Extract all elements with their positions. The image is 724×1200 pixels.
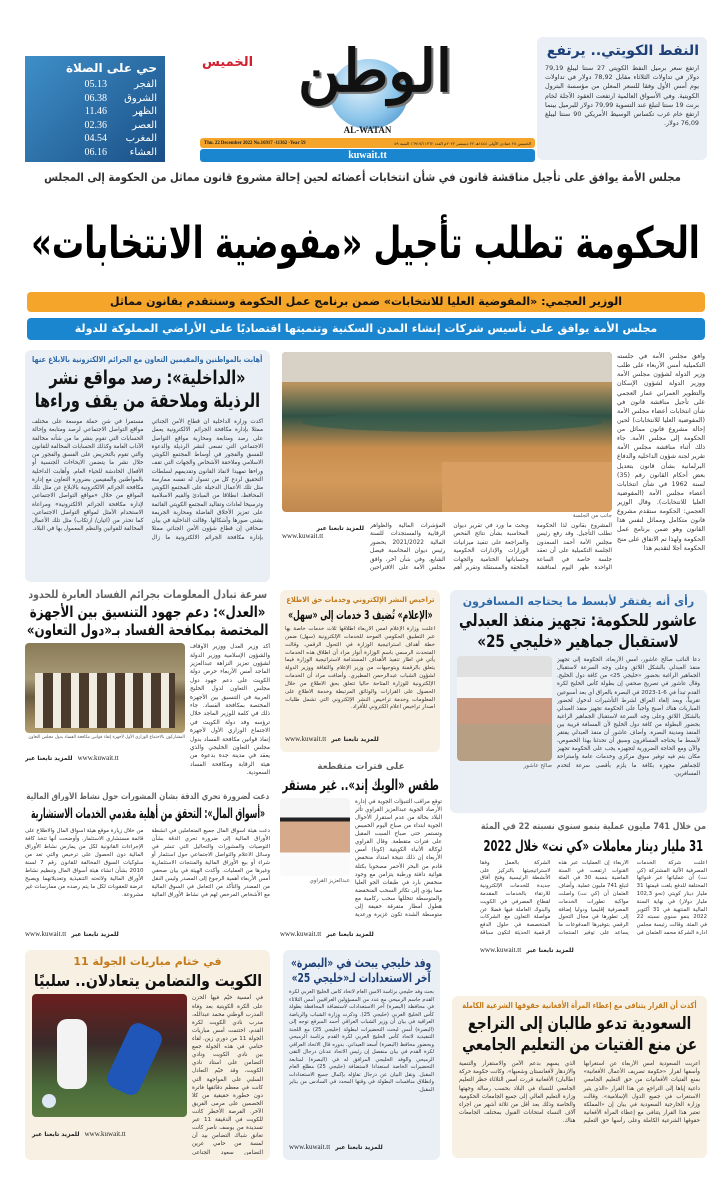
prayer-name: العصر [132, 119, 157, 131]
story-kicker: دعت لضرورة تحري الدقة بشأن المشورات حول نشاط الأوراق المالية [26, 792, 269, 802]
prayer-name: الفجر [134, 79, 157, 90]
prayer-name: الشروق [124, 92, 157, 104]
photo-caption: عبدالعزيز القراوي [309, 877, 350, 884]
prayer-list [33, 78, 157, 159]
prayer-time-row [33, 146, 157, 160]
prayer-title: حي على الصلاة [65, 61, 157, 75]
prayer-name: العشاء [129, 146, 157, 158]
more-label: للمزيد تابعنا عبر [32, 1131, 80, 1139]
story-body: أعربت السعودية أمس الأربعاء عن استغرابها وأسفها لقرار «حكومة تصريف الأعمال الأفغانية» بمنع الفتيات الأفغانيات من حق التعليم الجامعي داعية إياها إلى التراجع عن هذا القرار «الذي يثير الاستغراب في جميع الدول الإسلامية». وقالت وزارة الخارجية السعودية في بيان إن «المملكة تعتبر هذا القرار يتنافى مع إعطاء المرأة الأفغانية حقوقها الشرعية الكاملة وعلى رأسها حق التعليم الذي يسهم بدعم الأمن والاستقرار والتنمية والازدهار لأفغانستان وشعبها». وكانت حكومة حركة (طالبان) الأفغانية قررت أمس الثلاثاء حظر التعليم الجامعي للنساء في البلاد بحسب رسالة وجهتها وزارة التعليم العالي إلى جميع الجامعات الحكومية والخاصة وذلك بعد أقل من ثلاثة أشهر من اجراء آلاف النساء امتحانات القبول بمختلف الجامعات هناك. [459, 1061, 700, 1124]
lead-bottom-text: المشروع بقانون لذا الحكومة تطلب التأجيل. وقد رفع رئيس مجلس الأمة أحمد السعدون الجلسة التكميلية على أن تعقد جلسة خاصة في الساعة الواحدة ظهر اليوم لمناقشة وبحث ما ورد في تقرير ديوان المحاسبة بشأن نتائج الفحص والمراجعة على تنفيذ ميزانيات الوزارات والإدارات الحكومية وحساباتها الختامية والجهات الملحقة والمستقلة وتقرير أهم المؤشرات المالية والظواهر الرقابية والمستجدات للسنة المالية 2021/2022 بحضور رئيس ديوان المحاسبة فيصل الشايع. وفي شأن آخر، وافق مجلس الأمة على الاقتراحين [370, 523, 612, 571]
more-label: للمزيد تابعنا عبر [526, 947, 574, 955]
orange-subhead-text: الوزير العجمي: «المفوضية العليا للانتخابات» ضمن برنامج عمل الحكومة وسنتقدم بقانون مماثل [110, 295, 622, 308]
story-kicker: رأى أنه يفتقر لأبسط ما يحتاجه المسافرون [462, 595, 695, 608]
story-body: دعت هيئة أسواق المال جميع المتعاملين في أنشطة الأوراق المالية إلى ضرورة تحري الدقة بشأن التوصيات والمشورات والتحاليل التي تنشر في وسائل الاعلام والتواصل الاجتماعي حول استثمار أو شراء أو بيع الأوراق المالية والمنتجات الاستثمارية وغيرها من العمليات. وأكدت الهيئة في بيان صحفي أمس الأربعاء أهمية الرجوع إلى المصدر وليس النقل من المصدر والتأكد من التعامل في السوق المالية مع الأشخاص المرخص لهم في نشاط الأوراق المالية من خلال زيارة موقع هيئة أسواق المال والاطلاع على قائمة مستشاري الاستثمار. وأوضحت أنها تتخذ كافة الإجراءات القانونية لكل من يمارس نشاط الأوراق المالية دون الحصول على ترخيص والتي تعد من سلوكيات السوق المخالفة للقانون رقم 7 لسنة 2010 بشأن انشاء هيئة أسواق المال وتنظيم نشاط الأوراق المالية ولائحته التنفيذية وتعديلاتهما ويصبح عرضة للعقوبات لكل ما يتم رصده من ممارسات غير مشروعة. [25, 827, 270, 898]
prayer-time-row [33, 105, 157, 119]
more-label: للمزيد تابعنا عبر [71, 931, 119, 939]
story-capital-markets [25, 792, 270, 942]
abdulaziz-alqarawi-photo [280, 798, 350, 876]
story-saudi-taliban [452, 996, 707, 1158]
photo-caption: المشاركون بالاجتماع الوزاري الأول لأجهزة إنفاذ قوانين مكافحة الفساد بدول مجلس التعاون [28, 735, 186, 741]
more-link[interactable]: www.kuwait.tt [480, 946, 522, 955]
lead-headline: الحكومة تطلب تأجيل «مفوضية الانتخابات» [30, 218, 700, 269]
more-link[interactable]: www.kuwait.tt [77, 754, 119, 763]
prayer-name: الظهر [132, 106, 157, 117]
photo-caption: صالح عاشور [523, 763, 552, 770]
dateline-bar [200, 138, 535, 148]
logo-english: AL-WATAN [343, 125, 392, 135]
more-label: للمزيد تابعنا عبر [335, 1144, 383, 1152]
story-body: بحث وفد خليجي برئاسة الأمين العام لاتحاد كأس الخليج العربي لكرة القدم جاسم الرميحي مع عدد من المسؤولين العراقيين أمس الثلاثاء في محافظة (البصرة) آخر الاستعدادات لاستضافة المحافظة بطولة كأس الخليج العربي (خليجي 25). وذكرت وزارة الشباب والرياضة العراقية في بيان أن وزير الشباب العراقي أحمد المبرقع توجه إلى (البصرة) أمس لبحث التحضيرات لبطولة (خليجي 25) مع اللجنة التنفيذية لاتحاد كأس الخليج العربي لكرة القدم برئاسة الرميحي وبحضور محافظ (البصرة) أسعد العيداني. بدوره قال الاتحاد العراقي لكرة القدم في بيان منفصل إن رئيس الاتحاد عدنان درجال التقى الرميحي والوفد الخليجي المرافق له في (البصرة) لمتابعة التحضيرات الخاصة استعدادا لاستضافة (خليجي 25) مطلع العام المقبل. ونقل البيان عن درجال تفاؤله بإكمال جميع الاستعدادات وانطلاق منافسات البطولة في وقتها المحدد في السادس من يناير المقبل. [289, 989, 434, 1093]
story-headline: «الإعلام» تُضيف 3 خدمات إلى «سهل» [287, 607, 433, 622]
story-interior [25, 350, 270, 582]
story-football [25, 950, 270, 1160]
gcc-ministers-photo [25, 643, 185, 733]
blue-subhead-text: مجلس الأمة يوافق على تأسيس شركات إنشاء المدن السكنية وتنميتها اقتصاديًا على الأراضي المملوكة للدولة [74, 322, 658, 335]
story-headline: طقس «الويك إند».. غير مستقر [282, 775, 440, 794]
more-link[interactable]: www.kuwait.tt [25, 930, 67, 939]
story-kicker: على فترات متقطعة [317, 762, 405, 772]
saleh-ashour-photo [457, 656, 552, 761]
prayer-time-row [33, 132, 157, 146]
prayer-time: 04.54 [84, 133, 107, 144]
story-body: أعلنت شركة الخدمات المصرفية الآلية المشتركة (كي نت) أن عملياتها عبر قنواتها المختلفة للدفع بلغت قيمتها 31 مليار دينار كويتي (نحو 102,3 مليار دولار) في نهاية السنة المالية المنتهية في 31 أكتوبر 2022 بنمو سنوي نسبته 22 في المئة. وقالت رئيسة مجلس ادارة الشركة محمد العثمان في الأربعاء إن العمليات عبر هذه القنوات ارتفعت في السنة الماضية بنسبة 30 في المئة لتبلغ 741 مليون عملية. وأضاف العثمان أن (كي نت) واصلت مواكبة تطورات الخدمات المصرفية إقليميا ودوليا إضافة إلى تطورها في مجال التحول الرقمي بتوفيرها المدفوعات ما يساعد على توفير المنتجات الشركة بالعمل وفقا لاستراتيجيتها بالتركيز على الأنشطة الرئيسية وفتح آفاق جديدة للخدمات الإلكترونية للارتقاء بالخدمات المقدمة لقطاع المصرفي في الكويت والبنوك العاملة فيها فضلا عن مواصلة التعاون مع الشركات المتخصصة في حلول الدفع الرقمية الحديثة لتكون سباقة [480, 859, 707, 936]
oil-title: النفط الكويتي.. يرتفع [546, 43, 699, 59]
story-headline: «الداخلية»: رصد مواقع نشر الرذيلة وملاحقة من يقف وراءها [34, 367, 261, 413]
masthead [200, 37, 535, 137]
website-bar[interactable]: kuwait.tt [200, 149, 535, 162]
story-justice [25, 588, 270, 784]
story-body: في أمسية خيّم فيها الحزن على الكرة الكويتية بعد وفاة المدرب الوطني محمد عبدالله، مدرب نادي الكويت لكرة القدم، اختتمت أمس مباريات الجولة 11 من دوري زين. لقاء ختامي في هذه الجولة جمع بين نادي الكويت ونادي التضامن على استاد نادي الكويت، وقد خيّم التعادل السلبي على المواجهة التي كانت في معظم دقائقها فاترة دون خطورة حقيقية من كلا الخصمين على مرمى الفريق الآخر. الفرصة الأخطر كانت للكويت في الدقيقة 11 عبر تسديدة من يوسف ناصر كانت تعانق شباك التضامن بيد أن لمسة من حامي عرين التضامن سعود الجناعي [192, 995, 263, 1155]
more-link[interactable]: www.kuwait.tt [289, 1143, 331, 1152]
dateline-ar: الخميس ٢٨ جمادى الأولى ١٤٤٤هـ ٢٢ ديسمبر ٢٠٢٢م العدد ١٦٩١٧/١١٣٦٢ السنة ٥٩ [394, 140, 531, 146]
story-kicker: في ختام مباريات الجولة 11 [73, 955, 222, 968]
football-match-photo [32, 994, 187, 1117]
oil-body: ارتفع سعر برميل النفط الكويتي 27 سنتا ليبلغ 79,19 دولار في تداولات الثلاثاء مقابل 78,92 دولار في تداولات يوم أمس الأول وفقا للسعر المعلن من مؤسسة البترول الكويتية. وفي الأسواق العالمية ارتفعت العقود الآجلة لخام برنت 19 سنتا لتبلغ عند التسوية 79,99 دولار للبرميل بينما ارتفع خام غرب تكساس الوسيط الأمريكي 90 سنتا ليبلغ 76,09 دولار. [545, 63, 699, 128]
story-body: أكدت وزارة الداخلية أن قطاع الأمن الجنائي ممثلا بإدارة مكافحة الجرائم الالكترونية يعمل على رصد ومتابعة ومحاربة مواقع التواصل الاجتماعي التي تسعى لنشر الرذيلة والدعوة للفسق والفجور في أوساط المجتمع الكويتي الاسلامي وملاحقة الأشخاص والجهات التي تقف وراءها تمهيدا لانفاذ القانون وتقديمهم لسلطات التحقيق لردع كل من تسول له نفسه ممارسة مثل تلك الأعمال الدخيلة على المجتمع الكويتي المحافظ، انطلاقا من المبادئ والقيم الاسلامية وترسيخا لعادات وتقاليد المجتمع الكويتي القائمة على تعزيز الأخلاق الفاضلة ومحاربة الجريمة بشتى صورها وأشكالها. وقالت الداخلية في بيان صحافي إن قطاع شؤون الأمن الجنائي ممثلا بإدارة مكافحة الجرائم الالكترونية ما زال مستمرا في شن حملة موسعة على مختلف مواقع التواصل الاجتماعي لرصد ومتابعة وإحالة الحسابات التي تقوم بنشر ما من شأنه مخالفة الآداب العامة وكذلك الحسابات المخالفة للقانون والتي تقوم بالتحريض على الفسق والفجور من خلال نشر ما يتضمن الايحاءات الجنسية أو الأفعال الخادشة للحياء العام. وأهابت الداخلية بالمواطنين والمقيمين بضرورة التعاون مع إدارة مكافحة الجرائم الالكترونية بالابلاغ عن مثل تلك المواقع من خلال «مواقع التواصل الاجتماعي لإدارة مكافحة الجرائم الالكترونية» ومراعاة الاستخدام الأمثل لمواقع التواصل الاجتماعي، كما تحذر من (اتيان/ ارتكاب) مثل تلك الأعمال المخالفة للقوانين والنظم المعمول بها في البلاد. [32, 418, 263, 541]
day-label: الخميس [202, 55, 254, 70]
more-link[interactable]: www.kuwait.tt [280, 930, 322, 939]
blue-subhead-bar [27, 318, 705, 340]
prayer-time-row [33, 119, 157, 133]
more-label: للمزيد تابعنا عبر [331, 736, 379, 744]
story-gulf-delegation [283, 950, 440, 1160]
more-link[interactable]: www.kuwait.tt [84, 1130, 126, 1139]
more-label: للمزيد تابعنا عبر [316, 525, 364, 532]
prayer-time: 05.13 [84, 79, 107, 90]
more-label: للمزيد تابعنا عبر [326, 931, 374, 939]
prayer-times-box [25, 56, 165, 162]
photo-caption: جانب من الجلسة [572, 513, 612, 519]
prayer-name: المغرب [125, 133, 157, 144]
story-ashour [450, 590, 707, 813]
ball-icon [42, 1094, 56, 1108]
story-body: أكد وزير العدل ووزير الأوقاف والشؤون الإسلامية ووزير الدولة لشؤون تعزيز النزاهة عبدالعزيز الماجد أمس الأربعاء حرص دولة الكويت على دعم جهود دول مجلس التعاون لدول الخليج العربية في التنسيق بين الأجهزة المختصة بمكافحة الفساد. جاء ذلك في كلمة للوزير الماجد خلال ترؤسه وفد دولة الكويت في الاجتماع الوزاري الأول لأجهزة إنفاذ قوانين مكافحة الفساد بدول مجلس التعاون الخليجي والذي يعقد في مدينة جدة بدعوة من هيئة الرقابة ومكافحة الفساد السعودية. [190, 644, 270, 777]
story-kicker: سرعة تبادل المعلومات بجرائم الفساد العابرة للحدود [28, 588, 267, 601]
orange-subhead-bar [27, 292, 705, 312]
prayer-time-row [33, 78, 157, 92]
more-link[interactable]: www.kuwait.tt [282, 532, 324, 540]
prayer-time: 06.38 [84, 92, 107, 104]
story-weather [280, 762, 442, 942]
story-headline: عاشور للحكومة: تجهيز منفذ العبدلي لاستقبال جماهير «خليجي 25» [459, 611, 698, 652]
more-label: للمزيد تابعنا عبر [25, 755, 73, 763]
parliament-session-photo [282, 352, 612, 512]
lead-side-text: وافق مجلس الأمة في جلسته التكميلية أمس الأربعاء على طلب وزير الدولة لشؤون مجلس الأمة ووزير الدولة لشؤون الإسكان والتطوير العمراني عمار العجمي على تأجيل مناقشة قانون في شأن انتخابات أعضاء مجلس الأمة (المفوضية العليا للانتخابات) لحين إحالة مشروع قانون مماثل من الحكومة إلى مجلس الأمة. جاء ذلك أثناء مناقشة مجلس الأمة تقرير لجنة شؤون الداخلية والدفاع البرلمانية بشأن قانون بتعديل بعض أحكام القانون رقم (35) لسنة 1962 في شأن انتخابات أعضاء مجلس الأمة (المفوضية العليا للانتخابات). وقال الوزير العجمي: الحكومة ستقدم مشروع قانون متكامل ومماثل لنفس هذا القانون وهو ضمن برنامج عمل الحكومة ولهذا تم الاتفاق على منح الحكومة أجلا لتقديم هذا [617, 353, 705, 552]
story-kicker: تراخيص النشر الإلكتروني وخدمات حق الاطلاع [285, 595, 435, 604]
dateline-en: Thu. 22 December 2022 No.16917 -11362 -Year 59 [204, 140, 306, 146]
story-kicker: أكدت أن القرار يتنافى مع إعطاء المرأة الأفغانية حقوقها الشرعية الكاملة [462, 1001, 697, 1010]
story-media [280, 590, 440, 752]
prayer-time-row [33, 92, 157, 106]
story-body: دعا النائب صالح عاشور، أمس الأربعاء، الحكومة إلى تجهيز منفذ العبدلي بالشكل اللائق وعلى وجه السرعة لاستقبال الجماهير الراغبة بحضور «خليجي 25» من كافة دول الخليج. وقال عاشور في تصريح صحفي إن بطولة كأس الخليج لكرة القدم تبدأ في 6-1-2023 في البصرة بالعراق أي بعد أسبوعين تقريباً، وبعد إلغاء العراق لشرط التأشيرات لدخول لحضور المباريات هناك أصبح واجباً على الحكومة تجهيز منفذ العبدلي بالشكل اللائق وعلى وجه السرعة لاستقبال الجماهير الراغبة بحضور البطولة من كافة دول الخليج لأن المسافة قريبة بين المنفذ ومدينة البصرة. وأضاف عاشور أن منفذ العبدلي يفتقر لأبسط ما يحتاجه المسافرون وسبق أن تحدثنا بهذا الخصوص، والآن ومع الحاجة الضرورية لتجهيزه يجب على الحكومة تجهيز مكان يتم فيه توفير سوق مركزي وخدمات عامة واستراحة للجماهير مجهزة بكافة ما يلزم بأقصى سرعة لتخدم المسافرين. [557, 657, 700, 777]
story-headline: 31 مليار دينار معاملات «كي نت» خلال 2022 [483, 836, 704, 855]
story-headline: «أسواق المال»: التحقق من أهلية مقدمي الخدمات الاستشارية [30, 806, 265, 823]
story-body: توقع مراقب التنبؤات الجوية في إدارة الأرصاد الجوية عبدالعزيز القراوي تأثر البلاد بحالة من عدم استقرار الأحوال الجوية ابتداء من صباح اليوم الخميس وتستمر حتى صباح السبت المقبل على فترات متقطعة. وقال القراوي لوكالة الأنباء الكويتية (كونا) أمس الأربعاء إن ذلك نتيجة امتداد منخفض قادم من البحر الأحمر مصحوبا بكتلة هوائية دافئة ورطبة يتزامن مع وجود منخفض بارد في طبقات الجو العليا مما يؤدي إلى تكاثر السحب المنخفضة والمتوسطة تتخللها سحب ركامية مع هطول أمطار متفرقة خفيفة إلى متوسطة الشدة تكون غزيرة ورعدية [355, 798, 442, 919]
logo-arabic: الوطن [297, 37, 453, 105]
lead-kicker: مجلس الأمة يوافق على تأجيل مناقشة قانون في شأن انتخابات أعضائه لحين إحالة مشروع قانون مماثل من الحكومة إلى المجلس [44, 170, 681, 184]
story-knet [480, 822, 707, 958]
oil-price-box [537, 37, 707, 160]
story-kicker: من خلال 741 مليون عملية بنمو سنوي نسبته 22 في المئة [480, 822, 707, 832]
prayer-time: 11.46 [84, 106, 107, 117]
story-headline: وفد خليجي يبحث في «البصرة» آخر الاستعدادات لـ«خليجي 25» [291, 955, 432, 985]
story-kicker: أهابت بالمواطنين والمقيمين التعاون مع الجرائم الالكترونية بالابلاغ عنها [32, 355, 263, 364]
prayer-time: 02.36 [84, 119, 107, 131]
story-body: أعلنت وزارة الإعلام أمس الأربعاء اطلاقها ثلاث خدمات خاصة بها عبر التطبيق الحكومي الموحد للخدمات الإلكترونية (سهل) ضمن خطة أهداف استراتيجية الوزارة في التحول الرقمي. وقالت المتحدث الرسمي باسم الوزارة أنوار مراد أن اطلاق هذه الخدمات يأتي في اطار تنفيذ الأهداف المستدامة لاستراتيجية الوزارة فيما يتعلق بالرقمنة وبتوجيهات من وزير الإعلام والثقافة ووزير الدولة لشؤون الشباب عبدالرحمن المطيري. وأضافت مراد أن الخدمات الإلكترونية للوزارة المتاحة حاليا تتعلق بحق الاطلاع من خلال الحصول على القرارات والوثائق المرتبطة وخدمة الاطلاع على المعلومات وخدمة تراخيص النشر الإلكتروني التي تشمل طلبات اصدار تراخيص اعلام الكتروني للأفراد. [285, 626, 435, 711]
more-link[interactable]: www.kuwait.tt [285, 735, 327, 744]
story-headline: الكويت والتضامن يتعادلان.. سلبيًا [33, 971, 262, 991]
story-headline: السعودية تدعو طالبان إلى التراجع عن منع الفتيات من التعليم الجامعي [462, 1014, 697, 1055]
prayer-time: 06.16 [84, 146, 107, 158]
story-headline: «العدل»: دعم جهود التنسيق بين الأجهزة المختصة بمكافحة الفساد بـ«دول التعاون» [26, 603, 269, 640]
